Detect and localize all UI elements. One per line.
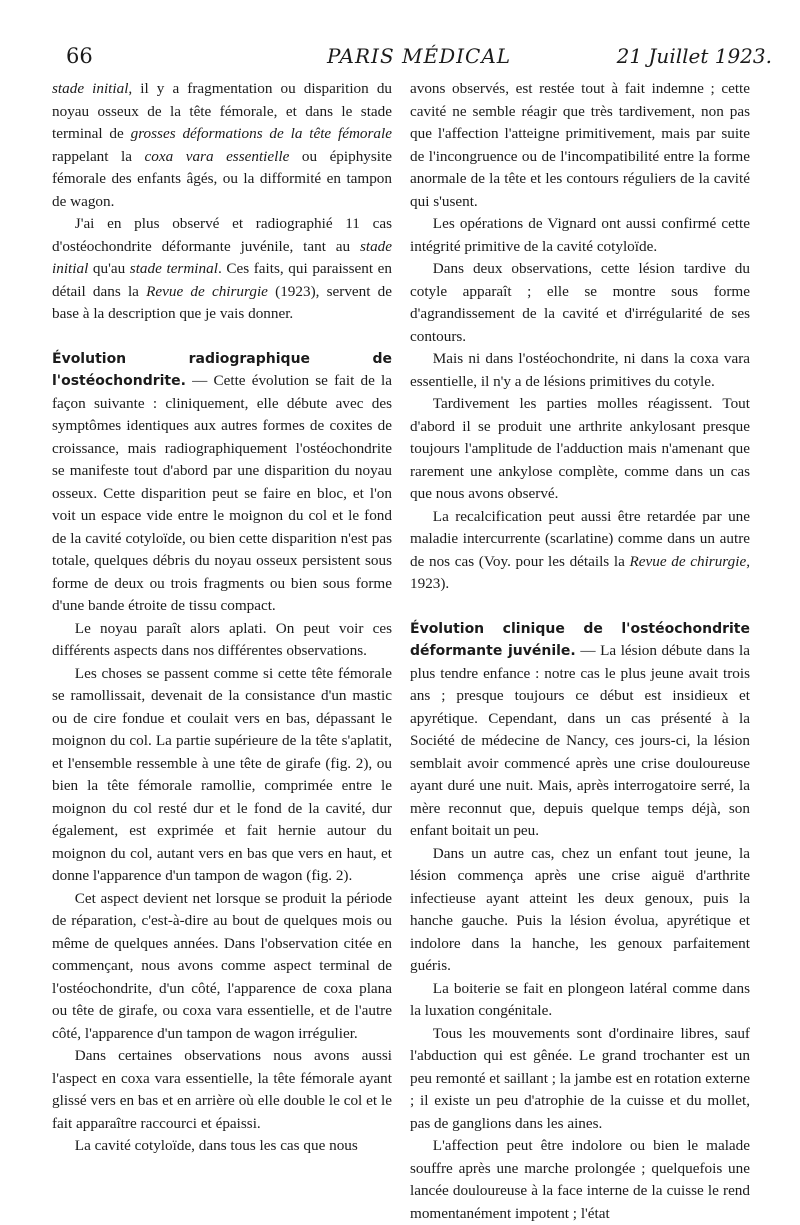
paragraph: Le noyau paraît alors aplati. On peut voir ces différents aspects dans nos différentes observations. xyxy=(52,619,392,659)
italic-term: stade initial xyxy=(52,80,129,97)
paragraph xyxy=(52,78,392,213)
section-paragraph xyxy=(52,348,392,618)
paragraph: Cet aspect devient net lorsque se produit la période de réparation, c'est-à-dire au bout de quelques mois ou même de quelques années. Dans l'observation citée en commençant, nous avons comme aspect terminal de l'ostéochondrite, d'un côté, l'apparence de coxa plana ou tête de girafe, ou coxa vara essentielle, et de l'autre côté, l'apparence d'un tampon de wagon irrégulier. xyxy=(52,889,392,1042)
italic-term: stade initial xyxy=(52,237,392,277)
running-header xyxy=(66,44,772,72)
paragraph: Mais ni dans l'ostéochondrite, ni dans la coxa vara essentielle, il n'y a de lésions primitives du cotyle. xyxy=(410,350,750,390)
italic-term: Revue de chirurgie xyxy=(629,552,747,570)
text-run: qu'au xyxy=(88,260,130,277)
paragraph: Dans certaines observations nous avons aussi l'aspect en coxa vara essentielle, la tête fémorale ayant glissé vers en bas et en arrière où elle double le col et le fait apparaître raccourci et épaissi. xyxy=(52,1047,392,1132)
section-heading: Évolution clinique de l'ostéochondrite déformante juvénile. xyxy=(410,620,750,659)
italic-term: stade terminal xyxy=(129,260,218,277)
text-run: . Ces faits, qui paraissent en détail dans la xyxy=(52,260,392,300)
paragraph: La cavité cotyloïde, dans tous les cas que nous xyxy=(74,1137,358,1154)
journal-title: PARIS MÉDICAL xyxy=(326,44,512,68)
italic-term: grosses déformations de la tête fémorale xyxy=(130,125,392,142)
text-run: , 1923). xyxy=(410,552,751,592)
text-run: , il y a fragmentation ou disparition du noyau osseux de la tête fémorale, et dans le stade terminal de xyxy=(52,80,393,142)
italic-term: coxa vara essentielle xyxy=(144,147,290,165)
text-run: (1923), servent de base à la description que je vais donner. xyxy=(52,282,393,322)
italic-term: Revue de chirurgie xyxy=(146,282,268,300)
paragraph: La boiterie se fait en plongeon latéral comme dans la luxation congénitale. xyxy=(410,979,750,1019)
section-heading: Évolution radiographique de l'ostéochondrite. xyxy=(52,350,392,389)
paragraph: Les opérations de Vignard ont aussi confirmé cette intégrité primitive de la cavité cotyloïde. xyxy=(410,215,750,255)
paragraph: Dans un autre cas, chez un enfant tout jeune, la lésion commença après une crise aiguë d'arthrite infectieuse ayant atteint les deux genoux, puis la hanche gauche. Puis la lésion évolua, apyrétique et indolore dans la hanche, les genoux parfaitement guéris. xyxy=(410,844,750,974)
paragraph: L'affection peut être indolore ou bien le malade souffre après une marche prolongée ; quelquefois une lancée douloureuse à la face interne de la cuisse le rend momentanément impotent ; l'état xyxy=(410,1137,750,1222)
paragraph xyxy=(52,213,392,326)
issue-date: 21 Juillet 1923. xyxy=(616,44,772,68)
text-run: — La lésion débute dans la plus tendre enfance : notre cas le plus jeune avait trois ans ; presque toujours ce début est insidieux et apyrétique. Cependant, dans un cas présenté à la Société de médecine de Nancy, ces jours-ci, la lésion semblait avoir commencé après une crise douloureuse ayant duré une nuit. Mais, après interrogatoire serré, la mère reconnut que, depuis quelque temps déjà, son enfant boitait un peu. xyxy=(410,642,750,839)
paragraph: Les choses se passent comme si cette tête fémorale se ramollissait, devenait de la consistance d'un mastic ou de cire fondue et coulait vers en bas, dépassant le moignon du col. La partie supérieure de la tête s'aplatit, et l'ensemble ressemble à une tête de girafe (fig. 2), ou bien la tête fémorale ramollie, comprimée entre le moignon du col resté dur et le fond de la cavité, dur également, est exprimée et fait hernie autour du moignon du col, autant vers en bas que vers en haut, et donne l'apparence d'un tampon de wagon (fig. 2). xyxy=(52,664,392,884)
text-run: La recalcification peut aussi être retardée par une maladie intercurrente (scarlatine) comme dans un autre de nos cas (Voy. pour les détails la xyxy=(410,507,750,570)
text-run: J'ai en plus observé et radiographié 11 cas d'ostéochondrite déformante juvénile, tant au xyxy=(52,215,392,255)
text-run: — Cette évolution se fait de la façon suivante : cliniquement, elle débute avec des symptômes identiques aux autres formes de coxites de croissance, mais radiographiquement l'ostéochondrite se manifeste tout d'abord par une disparition du noyau osseux. Cette disparition peut se faire en bloc, et l'on voit un espace vide entre le moignon du col et le fond de la cavité cotyloïde, ou bien cette disparition n'est pas totale, quelques débris du noyau osseux persistent sous forme de deux ou trois fragments ou bien sous forme d'une bande étroite de tissu compact. xyxy=(52,372,392,614)
paragraph: Tous les mouvements sont d'ordinaire libres, sauf l'abduction qui est gênée. Le grand trochanter est un peu remonté et saillant ; la jambe est en rotation externe ; il existe un peu d'atrophie de la cuisse et du mollet, pas de ganglions dans les aines. xyxy=(410,1024,750,1132)
page-number: 66 xyxy=(66,44,93,68)
text-run: ou épiphysite fémorale des enfants âgés, ou la difformité en tampon de wagon. xyxy=(52,147,392,210)
paragraph: Dans deux observations, cette lésion tardive du cotyle apparaît ; elle se montre sous forme d'agrandissement de la cavité et d'irrégularité de ses contours. xyxy=(410,260,750,345)
paragraph: avons observés, est restée tout à fait indemne ; cette cavité ne semble réagir que très tardivement, non pas que l'affection l'atteigne primitivement, mais par suite de l'incongruence ou de l'incompatibilité entre la forme anormale de la tête et les contours réguliers de la cavité qui s'usent. xyxy=(410,80,750,210)
left-column xyxy=(52,78,392,1158)
paragraph: Tardivement les parties molles réagissent. Tout d'abord il se produit une arthrite ankylosant presque toujours l'amplitude de l'adduction mais n'amenant que rarement une ankylose complète, comme dans un cas que nous avons observé. xyxy=(410,395,750,502)
section-paragraph xyxy=(410,618,750,843)
text-run: rappelant la xyxy=(52,147,145,165)
right-column xyxy=(410,78,750,1225)
paragraph xyxy=(410,506,750,596)
